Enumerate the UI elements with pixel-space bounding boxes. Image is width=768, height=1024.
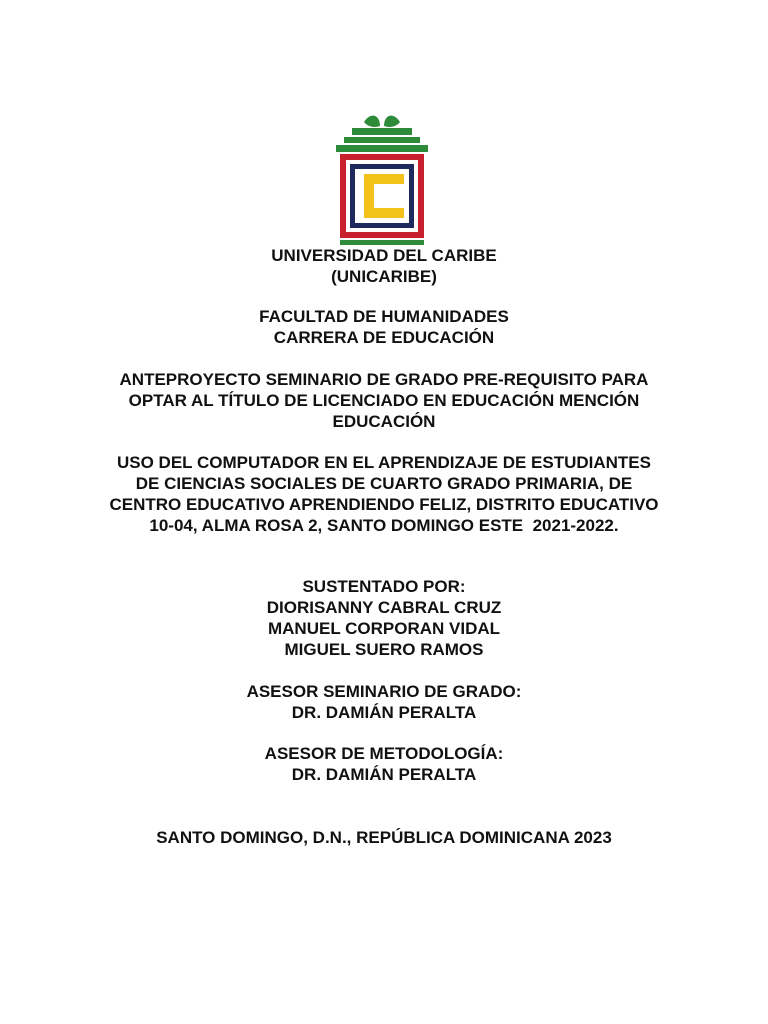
- asesor-metodologia-name: DR. DAMIÁN PERALTA: [291, 765, 477, 784]
- anteproyecto-line: OPTAR AL TÍTULO DE LICENCIADO EN EDUCACIÓN MENCIÓN: [128, 391, 640, 410]
- topic-line: USO DEL COMPUTADOR EN EL APRENDIZAJE DE ESTUDIANTES: [117, 453, 651, 472]
- university-block: [0, 245, 768, 287]
- faculty-block: [0, 306, 768, 348]
- university-name: UNIVERSIDAD DEL CARIBE: [271, 246, 497, 265]
- topic-line: CENTRO EDUCATIVO APRENDIENDO FELIZ, DISTRITO EDUCATIVO: [109, 495, 659, 514]
- faculty-name: FACULTAD DE HUMANIDADES: [259, 307, 509, 326]
- place-year-text: SANTO DOMINGO, D.N., REPÚBLICA DOMINICANA 2023: [156, 828, 612, 847]
- author-name: MIGUEL SUERO RAMOS: [284, 640, 484, 659]
- anteproyecto-block: [0, 369, 768, 432]
- topic-line: DE CIENCIAS SOCIALES DE CUARTO GRADO PRIMARIA, DE: [135, 474, 633, 493]
- asesor-metodologia-label: ASESOR DE METODOLOGÍA:: [264, 744, 504, 763]
- unicaribe-logo-icon: [330, 108, 434, 254]
- university-acronym: (UNICARIBE): [331, 267, 437, 286]
- topic-block: [0, 452, 768, 536]
- asesor-seminario-block: [0, 681, 768, 723]
- career-name: CARRERA DE EDUCACIÓN: [273, 328, 495, 347]
- sustentado-block: [0, 576, 768, 660]
- asesor-seminario-label: ASESOR SEMINARIO DE GRADO:: [246, 682, 522, 701]
- anteproyecto-line: EDUCACIÓN: [332, 412, 436, 431]
- anteproyecto-line: ANTEPROYECTO SEMINARIO DE GRADO PRE-REQUISITO PARA: [119, 370, 649, 389]
- author-name: MANUEL CORPORAN VIDAL: [267, 619, 501, 638]
- asesor-seminario-name: DR. DAMIÁN PERALTA: [291, 703, 477, 722]
- topic-line: 10-04, ALMA ROSA 2, SANTO DOMINGO ESTE 2021-2022.: [149, 516, 619, 535]
- asesor-metodologia-block: [0, 743, 768, 785]
- author-name: DIORISANNY CABRAL CRUZ: [266, 598, 502, 617]
- sustentado-label: SUSTENTADO POR:: [302, 577, 466, 596]
- place-and-year: [0, 827, 768, 848]
